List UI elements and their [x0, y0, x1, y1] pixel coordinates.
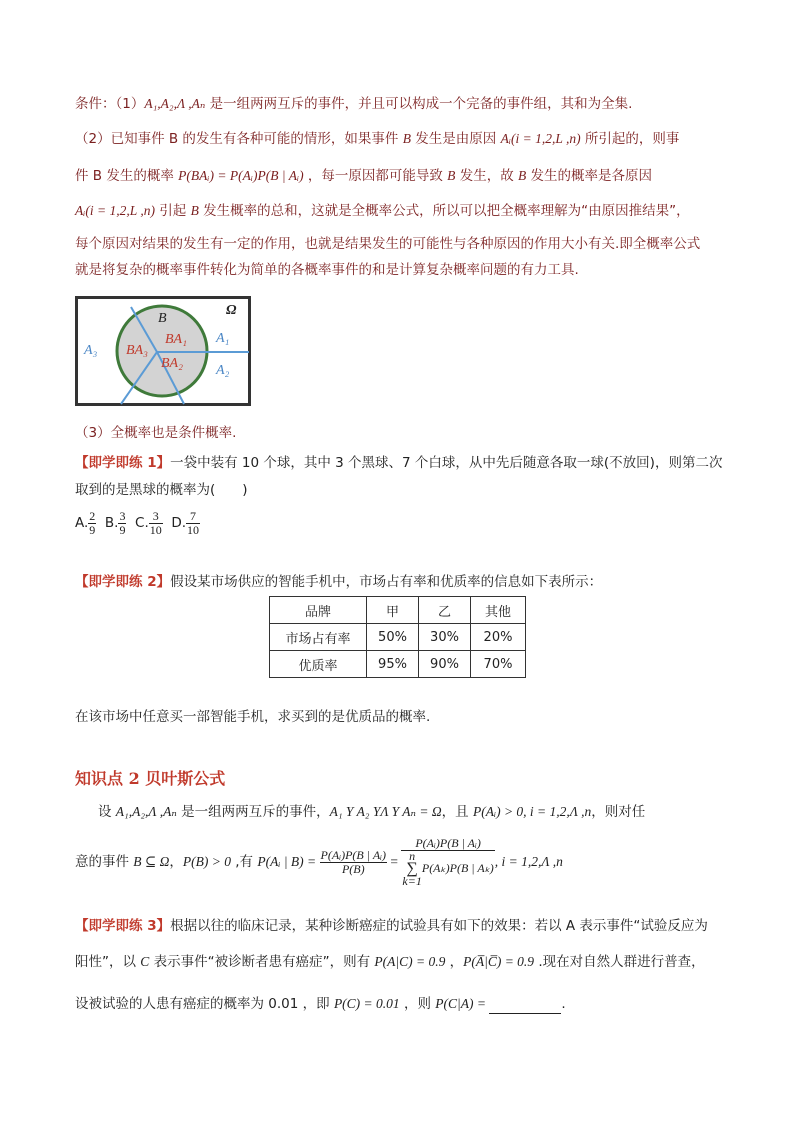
option-label: A.	[75, 515, 89, 531]
math: P(C) = 0.01	[333, 996, 400, 1011]
math: P(B) > 0	[182, 854, 231, 869]
condition-1-text: 是一组两两互斥的事件，并且可以构成一个完备的事件组，其和为全集.	[205, 96, 633, 112]
math: B	[447, 168, 456, 183]
text: 设	[98, 804, 116, 820]
total-probability-diagram	[75, 296, 251, 406]
text: 发生，故	[455, 168, 519, 184]
condition-1-prefix: 条件：（1）	[75, 96, 145, 112]
option-fraction	[118, 510, 126, 537]
text: 阳性”，以	[75, 954, 141, 970]
text: ，每一原因都可能导致	[303, 168, 448, 184]
header-cell: 品牌	[270, 597, 367, 624]
omega-label: Ω	[226, 303, 237, 318]
exercise-3-line-2	[75, 952, 705, 972]
math: C	[140, 954, 150, 969]
math: P(A|C) = 0.9	[374, 954, 446, 969]
math: B	[518, 168, 527, 183]
condition-2-line-3	[75, 201, 690, 221]
text: 发生是由原因	[410, 131, 501, 147]
table-cell: 50%	[367, 624, 419, 651]
ba2-label: BA₂	[161, 356, 183, 371]
header-cell: 甲	[367, 597, 419, 624]
exercise-1-line-1	[75, 453, 722, 473]
math: P(A̅|C̅) = 0.9	[463, 954, 535, 969]
sum-lower: k=1	[402, 874, 422, 888]
text: ,有	[230, 854, 258, 870]
option-label: C.	[135, 515, 149, 531]
a3-label: A₃	[84, 343, 98, 358]
equals: =	[387, 854, 402, 869]
condition-3-line: （3）全概率也是条件概率.	[75, 425, 237, 441]
exercise-3-line-1	[75, 916, 708, 936]
numerator: P(Aᵢ)P(B | Aᵢ)	[320, 847, 387, 862]
bayes-line-2	[75, 834, 563, 890]
math: Aᵢ(i = 1,2,L ,n)	[500, 131, 581, 146]
ba1-label: BA₁	[165, 332, 187, 347]
exercise-2-question: 在该市场中任意买一部智能手机，求买到的是优质品的概率.	[75, 709, 431, 725]
summation	[402, 851, 421, 887]
math: P(BAᵢ) = P(Aᵢ)P(B | Aᵢ)	[178, 168, 304, 183]
option-fraction	[186, 510, 200, 537]
option-label: D.	[171, 515, 187, 531]
sum-upper: n	[409, 849, 416, 863]
table-cell: 30%	[419, 624, 471, 651]
b-label: B	[158, 311, 167, 326]
a2-label: A₂	[216, 363, 230, 378]
math: B	[402, 131, 411, 146]
text: ，	[169, 854, 183, 870]
exercise-2-tag: 【即学即练 2】	[75, 574, 171, 590]
condition-1-math: A₁,A₂,Λ ,Aₙ	[144, 96, 206, 111]
text: 发生的概率是各原因	[526, 168, 653, 184]
sum-icon: ∑	[406, 860, 418, 877]
denominator-text: P(Aₖ)P(B | Aₖ)	[421, 860, 494, 875]
text: ，则	[399, 996, 436, 1012]
answer-blank[interactable]	[489, 999, 561, 1014]
text: ，则对任	[591, 804, 646, 820]
math: A₁ Y A₂ YΛ Y Aₙ = Ω	[329, 804, 442, 819]
numerator: 3	[149, 510, 163, 524]
text: 发生概率的总和，这就是全概率公式，所以可以把全概率理解为“由原因推结果”，	[198, 203, 690, 219]
exercise-3-tag: 【即学即练 3】	[75, 918, 171, 934]
math: B	[190, 203, 199, 218]
math: P(Aᵢ | B) =	[257, 854, 320, 869]
bayes-fraction-2	[401, 837, 494, 887]
math: , i = 1,2,Λ ,n	[494, 854, 563, 869]
denominator: 10	[187, 522, 200, 537]
option-d[interactable]	[171, 508, 200, 537]
exercise-1-text: 一袋中装有 10 个球，其中 3 个黑球、7 个白球，从中先后随意各取一球(不放回)，则第二次	[170, 455, 723, 471]
text: 是一组两两互斥的事件，	[176, 804, 330, 820]
text: 设被试验的人患有癌症的概率为 0.01 ，即	[75, 996, 334, 1012]
bayes-fraction-1	[320, 849, 388, 876]
numerator: 7	[186, 510, 200, 524]
option-b[interactable]	[104, 508, 127, 537]
math: P(Aᵢ) > 0, i = 1,2,Λ ,n	[472, 804, 592, 819]
exercise-3-line-3	[75, 994, 566, 1014]
option-a[interactable]	[75, 508, 96, 537]
table-cell: 优质率	[270, 651, 367, 678]
condition-2-line-4: 每个原因对结果的发生有一定的作用，也就是结果发生的可能性与各种原因的作用大小有关.即全概率公式	[75, 236, 701, 252]
table-row	[270, 624, 526, 651]
denominator: 9	[119, 522, 126, 537]
bayes-line-1	[98, 802, 645, 822]
exercise-1-options	[75, 508, 200, 538]
table-cell: 70%	[471, 651, 526, 678]
math: Aᵢ(i = 1,2,L ,n)	[75, 203, 155, 218]
text: .	[561, 996, 566, 1012]
numerator: 3	[119, 508, 126, 523]
exercise-1-tag: 【即学即练 1】	[75, 455, 171, 471]
option-fraction	[88, 510, 96, 537]
denominator: 9	[89, 522, 96, 537]
table-cell: 95%	[367, 651, 419, 678]
table-cell: 20%	[471, 624, 526, 651]
table-cell: 90%	[419, 651, 471, 678]
math: B ⊆ Ω	[133, 854, 170, 869]
condition-2-line-2	[75, 166, 652, 186]
text: 引起	[155, 203, 191, 219]
exercise-1-line-2: 取到的是黑球的概率为( )	[75, 482, 248, 498]
header-cell: 其他	[471, 597, 526, 624]
text: 意的事件	[75, 854, 134, 870]
text: 表示事件“被诊断者患有癌症”，则有	[149, 954, 375, 970]
text: .现在对自然人群进行普查，	[534, 954, 705, 970]
exercise-2-line	[75, 572, 602, 592]
text: 所引起的，则事	[580, 131, 680, 147]
option-fraction	[149, 510, 163, 537]
denominator: P(B)	[341, 861, 365, 876]
header-cell: 乙	[419, 597, 471, 624]
text: ，且	[441, 804, 473, 820]
exercise-2-text: 假设某市场供应的智能手机中，市场占有率和优质率的信息如下表所示：	[170, 574, 603, 590]
market-share-table	[269, 596, 526, 678]
section-2-heading: 知识点 2 贝叶斯公式	[75, 769, 226, 788]
numerator: 2	[89, 508, 96, 523]
math: P(C|A) =	[435, 996, 490, 1011]
ba3-label: BA₃	[126, 343, 148, 358]
math: A₁,A₂,Λ ,Aₙ	[115, 804, 177, 819]
denominator	[401, 851, 494, 887]
table-cell: 市场占有率	[270, 624, 367, 651]
text: （2）已知事件 B 的发生有各种可能的情形，如果事件	[75, 131, 403, 147]
condition-1-line	[75, 94, 632, 114]
table-row	[270, 651, 526, 678]
option-label: B.	[104, 515, 119, 531]
denominator: 10	[149, 522, 162, 537]
exercise-3-text: 根据以往的临床记录，某种诊断癌症的试验具有如下的效果：若以 A 表示事件“试验反应为	[170, 918, 708, 934]
condition-2-line-5: 就是将复杂的概率事件转化为简单的各概率事件的和是计算复杂概率问题的有力工具.	[75, 262, 579, 278]
a1-label: A₁	[216, 331, 230, 346]
table-header-row	[270, 597, 526, 624]
text: ，	[445, 954, 464, 970]
text: 件 B 发生的概率	[75, 168, 179, 184]
condition-2-line-1	[75, 129, 679, 149]
option-c[interactable]	[135, 508, 163, 537]
numerator: P(Aᵢ)P(B | Aᵢ)	[401, 837, 494, 851]
